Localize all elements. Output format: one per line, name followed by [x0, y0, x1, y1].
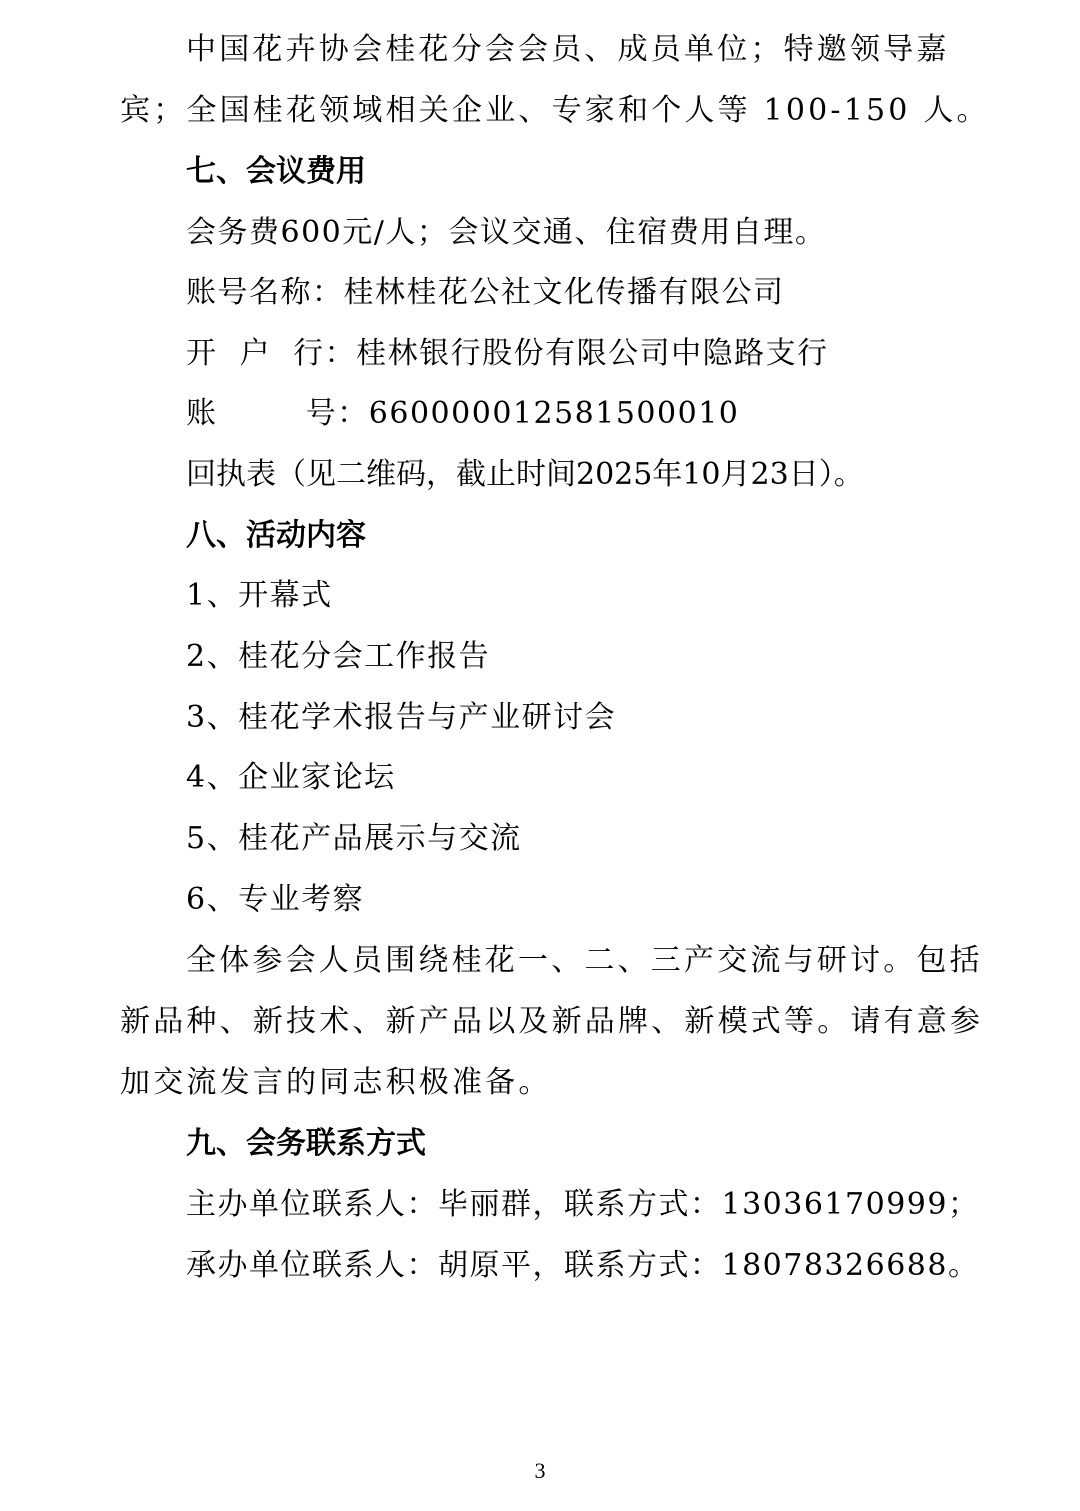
- activity-para-line-3: 加交流发言的同志积极准备。: [120, 1065, 552, 1100]
- activity-item-5: 5、桂花产品展示与交流: [186, 821, 522, 856]
- receipt-line: 回执表（见二维码，截止时间2025年10月23日）。: [186, 457, 864, 492]
- activity-item-2: 2、桂花分会工作报告: [186, 639, 491, 674]
- account-number-value: 660000012581500010: [368, 396, 740, 431]
- section-9-heading: 九、会务联系方式: [186, 1126, 426, 1161]
- activity-item-1: 1、开幕式: [186, 578, 333, 613]
- fee-line: 会务费600元/人；会议交通、住宿费用自理。: [186, 215, 827, 250]
- activity-para-line-1: 全体参会人员围绕桂花一、二、三产交流与研讨。包括: [186, 943, 983, 978]
- bank-value: 桂林银行股份有限公司中隐路支行: [356, 336, 829, 371]
- account-number-label: 账 号：: [186, 396, 369, 431]
- section-8-heading: 八、活动内容: [186, 518, 366, 553]
- account-name-line: 账号名称：桂林桂花公社文化传播有限公司: [186, 275, 785, 310]
- intro-line-1: 中国花卉协会桂花分会会员、成员单位；特邀领导嘉: [186, 32, 950, 67]
- activity-item-3: 3、桂花学术报告与产业研讨会: [186, 700, 617, 735]
- page-number: 3: [534, 1458, 546, 1483]
- activity-item-4: 4、企业家论坛: [186, 760, 396, 795]
- activity-para-line-2: 新品种、新技术、新产品以及新品牌、新模式等。请有意参: [120, 1004, 984, 1039]
- section-7-heading: 七、会议费用: [186, 154, 366, 189]
- contact-line-1: 主办单位联系人：毕丽群，联系方式：13036170999；: [186, 1187, 980, 1222]
- bank-line: [186, 334, 829, 374]
- bank-label: 开 户 行：: [186, 336, 357, 371]
- contact-line-2: 承办单位联系人：胡原平，联系方式：18078326688。: [186, 1248, 980, 1283]
- intro-line-2: 宾；全国桂花领域相关企业、专家和个人等 100-150 人。: [120, 93, 990, 128]
- activity-item-6: 6、专业考察: [186, 882, 365, 917]
- account-number-line: [186, 394, 739, 434]
